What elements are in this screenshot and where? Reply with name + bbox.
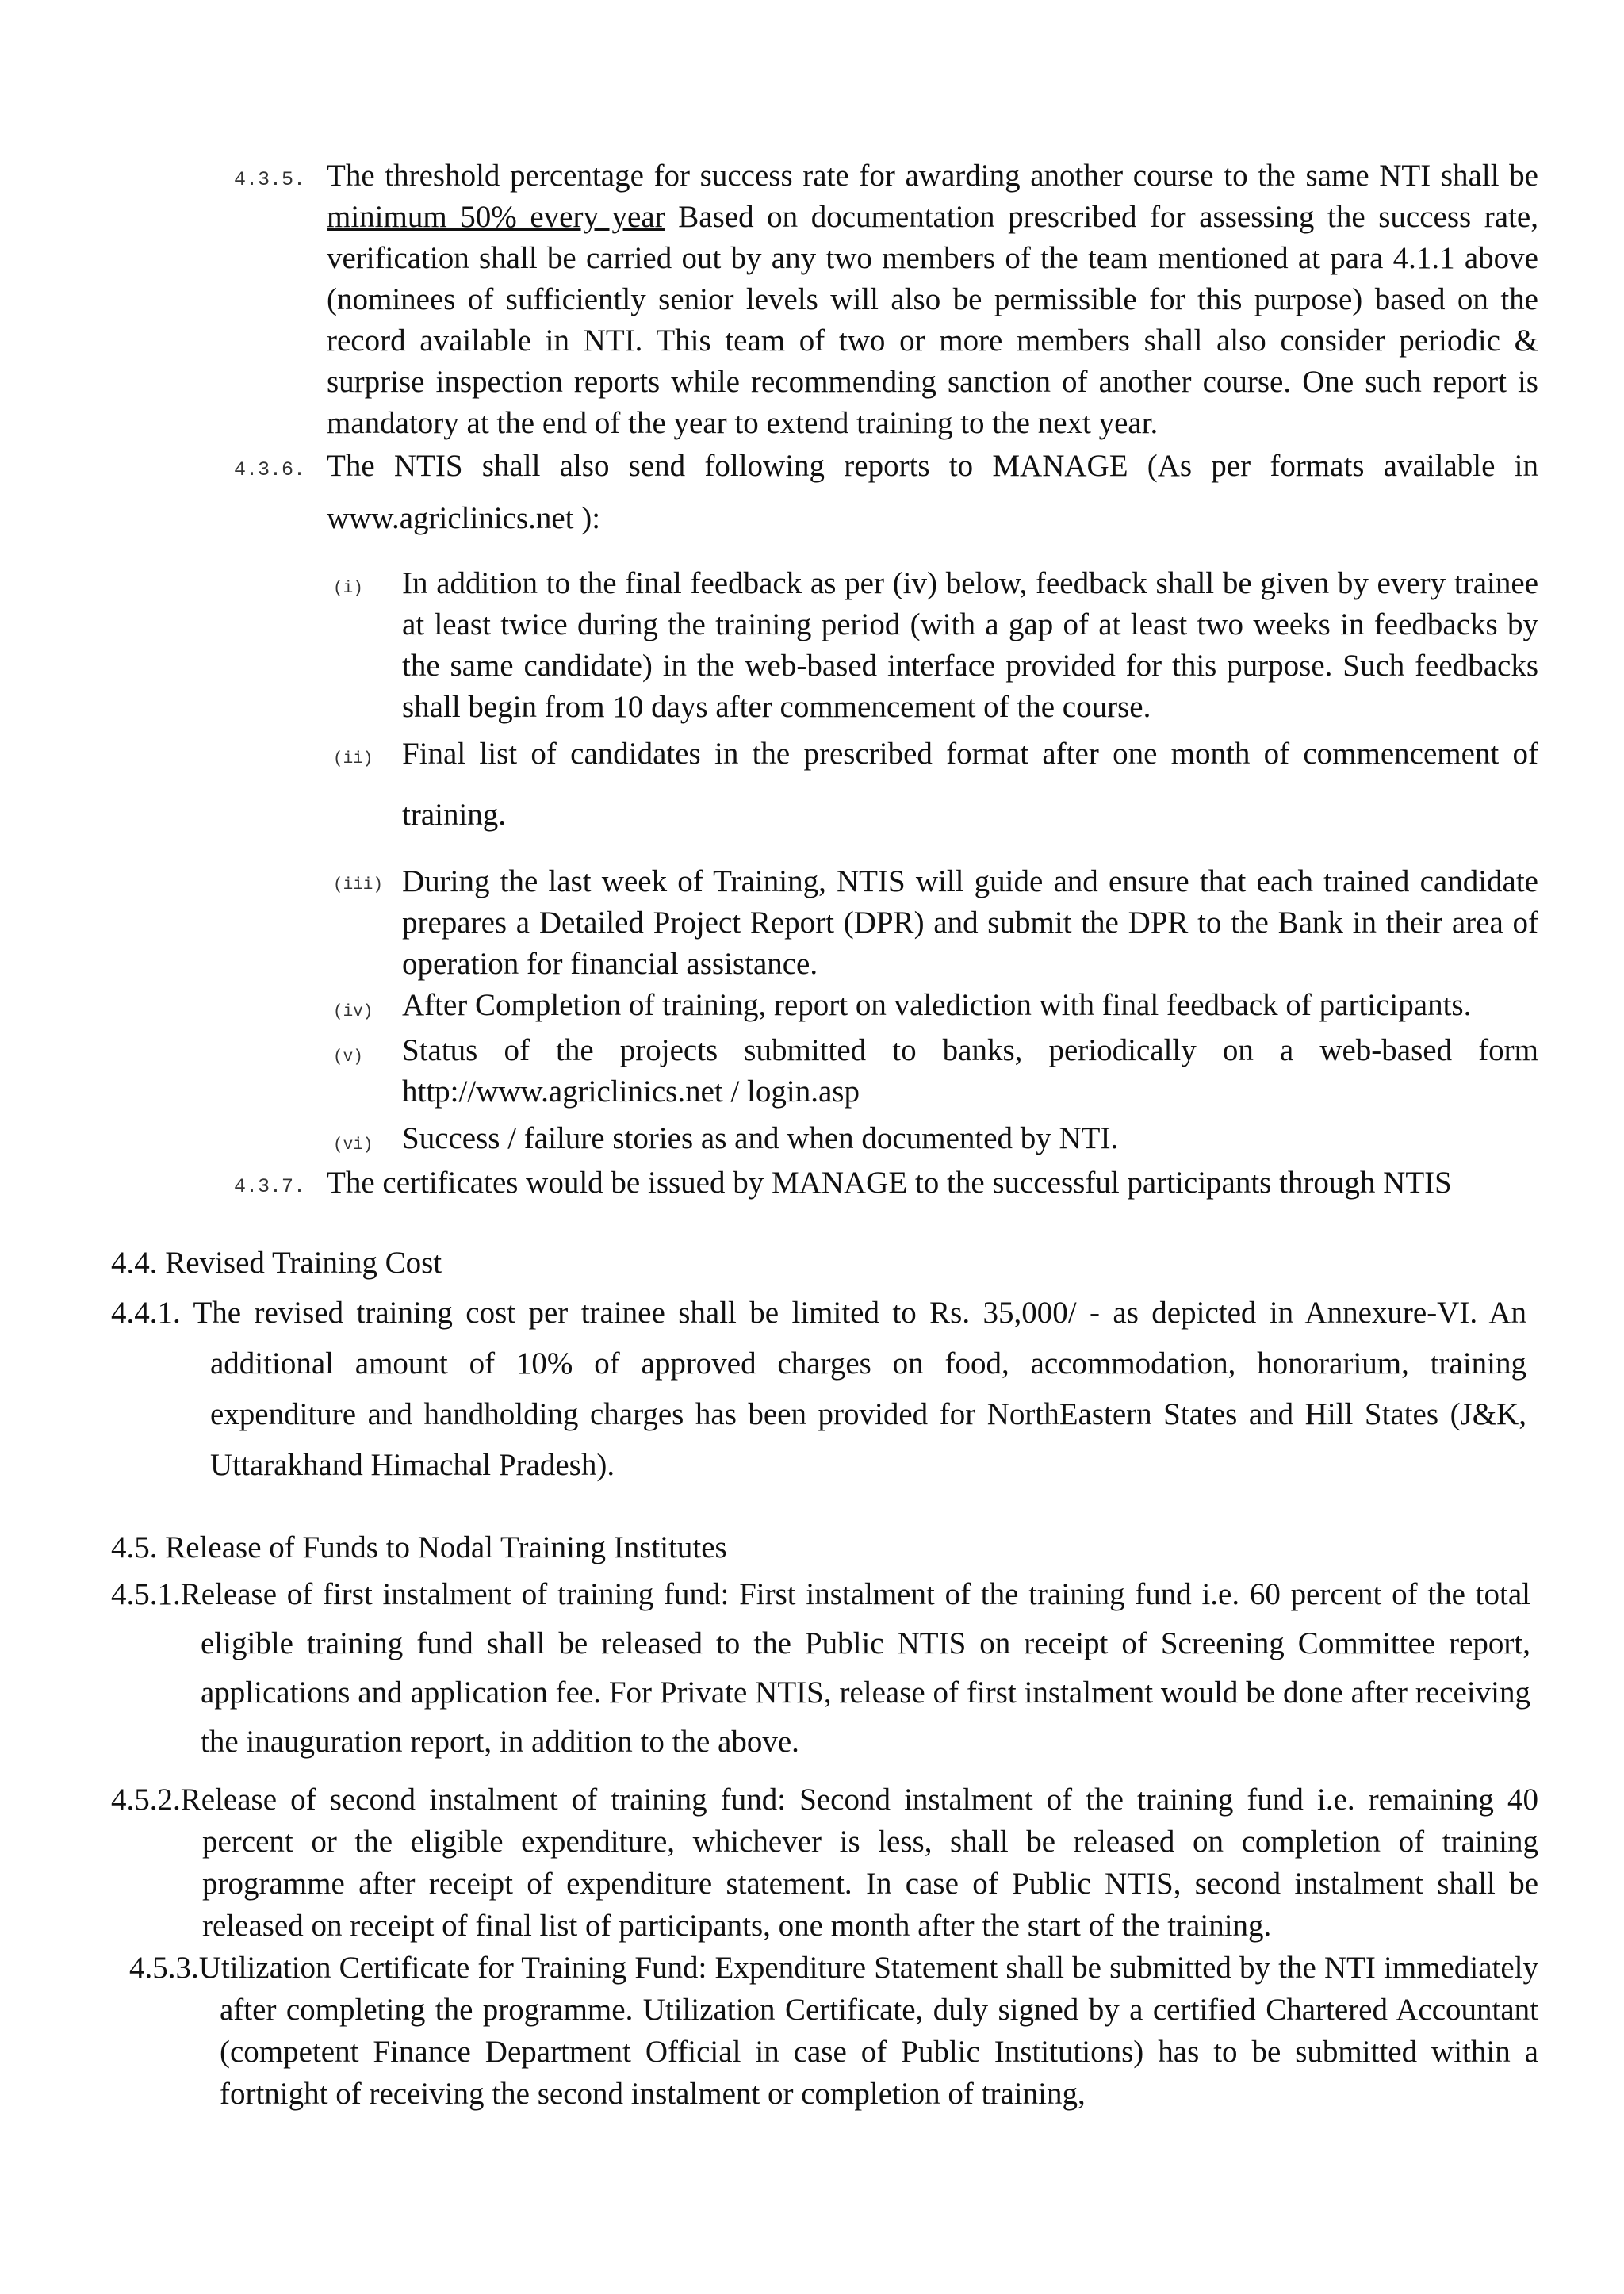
- list-marker-iv: (iv): [333, 1003, 373, 1021]
- paragraph-4-4-1: [111, 1288, 1526, 1491]
- paragraph-4-3-5-rest: Based on documentation prescribed for assessing the success rate, verification shall be carried out by any two members of the team mentioned at para 4.1.1 above (nominees of sufficiently senior levels will also be permissible for this purpose) based on the record available in NTI. This team of two or more members shall also consider periodic & surprise inspection reports while recommending sanction of another course. One such report is mandatory at the end of the year to extend training to the next year.: [327, 200, 1538, 440]
- report-item-vi: Success / failure stories as and when documented by NTI.: [402, 1121, 1119, 1155]
- section-number-4-3-7: 4.3.7.: [234, 1175, 306, 1198]
- report-item-iii: During the last week of Training, NTIS will guide and ensure that each trained candidate prepares a Detailed Project Report (DPR) and submit the DPR to the Bank in their area of operation for financial assistance.: [402, 864, 1538, 981]
- list-marker-v: (v): [333, 1048, 363, 1067]
- paragraph-4-5-2-text: Release of second instalment of training fund: Second instalment of the training fund i.e. remaining 40 percent or the eligible expenditure, whichever is less, shall be released on completion of training programme after receipt of expenditure statement. In case of Public NTIS, second instalment shall be released on receipt of final list of participants, one month after the start of the training.: [180, 1783, 1538, 1943]
- heading-4-5: 4.5. Release of Funds to Nodal Training Institutes: [111, 1530, 727, 1564]
- section-number-4-4-1: 4.4.1.: [111, 1296, 181, 1330]
- paragraph-4-5-3: [129, 1947, 1538, 2115]
- paragraph-4-3-6-line2: www.agriclinics.net ):: [327, 501, 601, 535]
- paragraph-4-3-5-lead: The threshold percentage for success rate for awarding another course to the same NTI shall be: [327, 159, 1538, 193]
- paragraph-4-5-1-text: Release of first instalment of training fund: First instalment of the training fund i.e. 60 percent of the total eligible training fund shall be released to the Public NTIS on receipt of Screening Committee report, applications and application fee. For Private NTIS, release of first instalment would be done after receiving the inauguration report, in addition to the above.: [180, 1577, 1530, 1759]
- paragraph-4-3-7: The certificates would be issued by MANAGE to the successful participants through NTIS: [327, 1166, 1452, 1200]
- report-item-ii-cont: training.: [402, 798, 507, 832]
- list-marker-i: (i): [333, 580, 363, 598]
- report-item-v: Status of the projects submitted to banks, periodically on a web-based form http://www.agriclinics.net / login.asp: [402, 1033, 1538, 1109]
- section-number-4-5-1: 4.5.1.: [111, 1577, 181, 1611]
- list-marker-vi: (vi): [333, 1136, 373, 1155]
- section-number-4-5-2: 4.5.2.: [111, 1783, 181, 1817]
- paragraph-4-5-2: [111, 1779, 1538, 1947]
- list-marker-ii: (ii): [333, 750, 373, 768]
- paragraph-4-3-6-line1: The NTIS shall also send following reports to MANAGE (As per formats available in: [327, 449, 1538, 483]
- report-item-i: In addition to the final feedback as per (iv) below, feedback shall be given by every trainee at least twice during the training period (with a gap of at least two weeks in feedbacks by the same candidate) in the web-based interface provided for this purpose. Such feedbacks shall begin from 10 days after commencement of the course.: [402, 566, 1538, 724]
- paragraph-4-3-5: [327, 155, 1538, 444]
- section-number-4-5-3: 4.5.3.: [129, 1951, 199, 1985]
- list-marker-iii: (iii): [333, 876, 384, 894]
- underlined-threshold: minimum 50% every year: [327, 200, 665, 234]
- section-number-4-3-6: 4.3.6.: [234, 458, 306, 481]
- paragraph-4-5-1: [111, 1570, 1530, 1767]
- report-item-ii: Final list of candidates in the prescribed format after one month of commencement of: [402, 737, 1538, 771]
- report-item-iv: After Completion of training, report on valediction with final feedback of participants.: [402, 988, 1472, 1022]
- paragraph-4-4-1-text: The revised training cost per trainee shall be limited to Rs. 35,000/ - as depicted in Annexure-VI. An additional amount of 10% of approved charges on food, accommodation, honorarium, training expenditure and handholding charges has been provided for NorthEastern States and Hill States (J&K, Uttarakhand Himachal Pradesh).: [193, 1296, 1527, 1482]
- paragraph-4-5-3-text: Utilization Certificate for Training Fund: Expenditure Statement shall be submitted by the NTI immediately after completing the programme. Utilization Certificate, duly signed by a certified Chartered Accountant (competent Finance Department Official in case of Public Institutions) has to be submitted within a fortnight of receiving the second instalment or completion of training,: [198, 1951, 1538, 2111]
- section-number-4-3-5: 4.3.5.: [234, 168, 306, 191]
- heading-4-4: 4.4. Revised Training Cost: [111, 1246, 442, 1280]
